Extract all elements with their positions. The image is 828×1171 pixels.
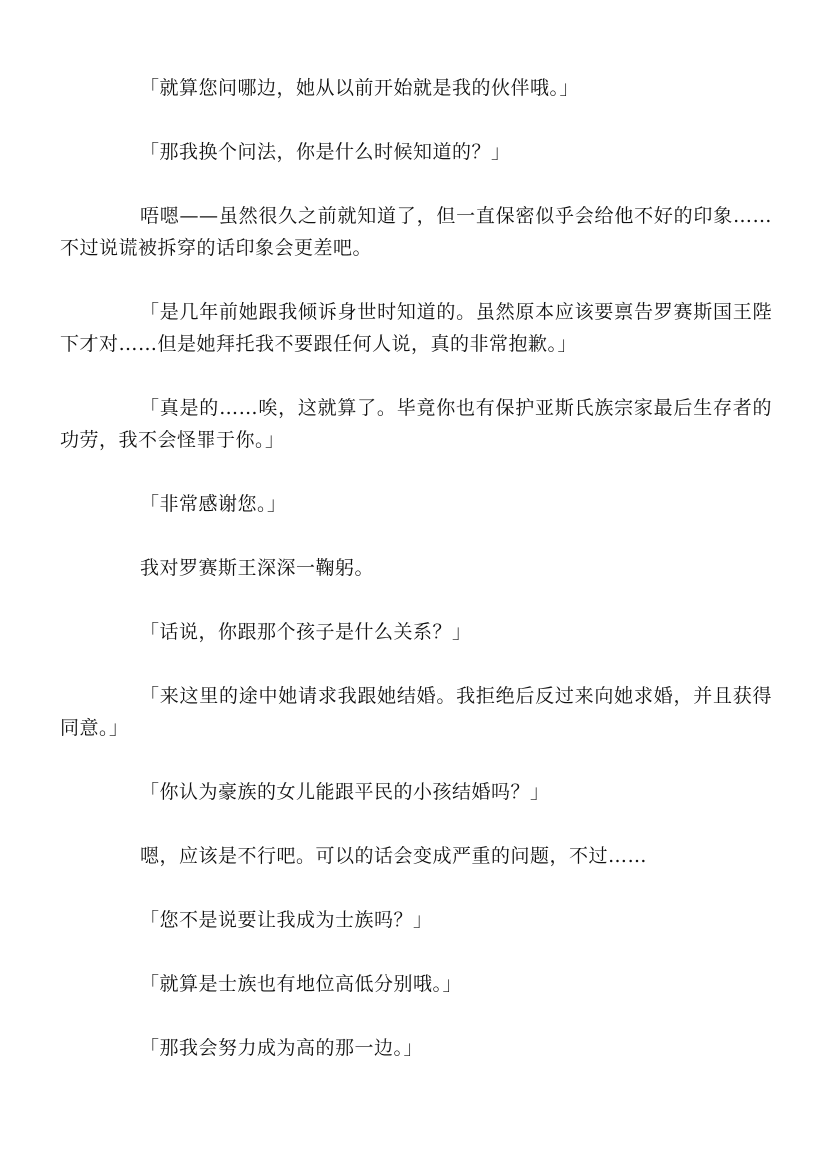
- paragraph-3: 唔嗯——虽然很久之前就知道了，但一直保密似乎会给他不好的印象……不过说谎被拆穿的话印象会更差吧。: [60, 205, 772, 259]
- paragraph-4: 「是几年前她跟我倾诉身世时知道的。虽然原本应该要禀告罗赛斯国王陛下才对……但是她拜托我不要跟任何人说，真的非常抱歉。」: [60, 301, 772, 355]
- paragraph-10: 「你认为豪族的女儿能跟平民的小孩结婚吗？」: [140, 781, 550, 803]
- paragraph-5: 「真是的……唉，这就算了。毕竟你也有保护亚斯氏族宗家最后生存者的功劳，我不会怪罪于你。」: [60, 397, 772, 451]
- paragraph-6: 「非常感谢您。」: [140, 493, 287, 515]
- paragraph-14: 「那我会努力成为高的那一边。」: [140, 1037, 424, 1059]
- paragraph-11: 嗯，应该是不行吧。可以的话会变成严重的问题，不过……: [140, 845, 648, 867]
- paragraph-9: 「来这里的途中她请求我跟她结婚。我拒绝后反过来向她求婚，并且获得同意。」: [60, 685, 772, 739]
- paragraph-7: 我对罗赛斯王深深一鞠躬。: [140, 557, 375, 579]
- paragraph-12: 「您不是说要让我成为士族吗？」: [140, 909, 433, 931]
- paragraph-8: 「话说，你跟那个孩子是什么关系？」: [140, 621, 472, 643]
- paragraph-13: 「就算是士族也有地位高低分别哦。」: [140, 973, 463, 995]
- paragraph-2: 「那我换个问法，你是什么时候知道的？」: [140, 141, 511, 163]
- paragraph-1: 「就算您问哪边，她从以前开始就是我的伙伴哦。」: [140, 77, 580, 99]
